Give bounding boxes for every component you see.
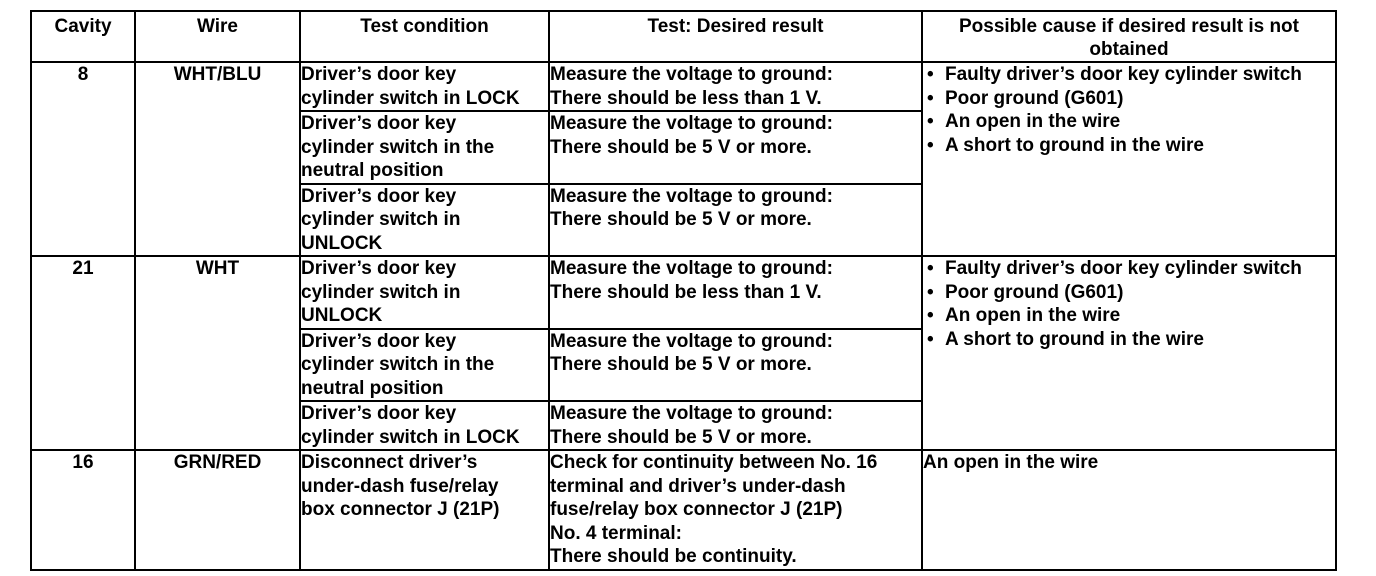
test-condition-cell bbox=[300, 184, 549, 257]
text-line: terminal and driver’s under-dash bbox=[550, 475, 846, 497]
text-line: neutral position bbox=[301, 160, 444, 181]
cause-item: • Faulty driver’s door key cylinder switch bbox=[923, 63, 1335, 87]
desired-result-cell bbox=[549, 329, 922, 402]
header-desired-result: Test: Desired result bbox=[549, 11, 922, 62]
header-cavity: Cavity bbox=[31, 11, 135, 62]
table-row bbox=[31, 256, 1336, 329]
text-line: Check for continuity between No. 16 bbox=[550, 452, 878, 473]
header-possible-cause: Possible cause if desired result is not obtained bbox=[922, 11, 1336, 62]
wire-cell: GRN/RED bbox=[135, 450, 300, 570]
text-line: fuse/relay box connector J (21P) bbox=[550, 499, 843, 520]
text-line: cylinder switch in the bbox=[301, 136, 495, 158]
text-line: Measure the voltage to ground: bbox=[550, 185, 833, 207]
test-condition-cell bbox=[300, 256, 549, 329]
test-condition-cell bbox=[300, 329, 549, 402]
text-line: Measure the voltage to ground: bbox=[550, 258, 833, 279]
text-line: Driver’s door key bbox=[301, 403, 457, 424]
test-specification-table bbox=[30, 10, 1337, 571]
desired-result-cell bbox=[549, 111, 922, 184]
cavity-cell: 16 bbox=[31, 450, 135, 570]
text-line: Disconnect driver’s bbox=[301, 452, 478, 473]
text-line: cylinder switch in LOCK bbox=[301, 426, 520, 448]
cause-item: • Poor ground (G601) bbox=[923, 87, 1335, 111]
text-line: Driver’s door key bbox=[301, 64, 457, 85]
text-line: There should be 5 V or more. bbox=[550, 136, 812, 158]
text-line: under-dash fuse/relay bbox=[301, 475, 499, 497]
desired-result-cell bbox=[549, 401, 922, 450]
desired-result-cell bbox=[549, 184, 922, 257]
text-line: Driver’s door key bbox=[301, 185, 457, 207]
text-line: cylinder switch in the bbox=[301, 354, 495, 375]
text-line: No. 4 terminal: bbox=[550, 522, 682, 544]
header-wire: Wire bbox=[135, 11, 300, 62]
cause-item: • Poor ground (G601) bbox=[923, 281, 1335, 305]
text-line: UNLOCK bbox=[301, 232, 383, 254]
text-line: Measure the voltage to ground: bbox=[550, 403, 833, 424]
text-line: There should be 5 V or more. bbox=[550, 426, 812, 448]
table-row bbox=[31, 62, 1336, 111]
text-line: Driver’s door key bbox=[301, 113, 457, 134]
table-row bbox=[31, 450, 1336, 570]
header-test-condition: Test condition bbox=[300, 11, 549, 62]
test-condition-cell bbox=[300, 450, 549, 570]
text-line: There should be less than 1 V. bbox=[550, 281, 822, 303]
text-line: neutral position bbox=[301, 377, 444, 399]
cause-item: • Faulty driver’s door key cylinder switch bbox=[923, 257, 1335, 281]
text-line: Driver’s door key bbox=[301, 330, 457, 352]
test-condition-cell bbox=[300, 62, 549, 111]
text-line: box connector J (21P) bbox=[301, 499, 500, 520]
text-line: UNLOCK bbox=[301, 305, 383, 326]
cavity-cell: 8 bbox=[31, 62, 135, 256]
text-line: There should be 5 V or more. bbox=[550, 354, 812, 375]
test-condition-cell bbox=[300, 111, 549, 184]
possible-cause-cell bbox=[922, 62, 1336, 256]
possible-cause-cell: An open in the wire bbox=[922, 450, 1336, 570]
cavity-cell: 21 bbox=[31, 256, 135, 450]
text-line: There should be less than 1 V. bbox=[550, 87, 822, 109]
cause-list bbox=[923, 257, 1335, 351]
cause-item: • A short to ground in the wire bbox=[923, 328, 1335, 352]
desired-result-cell bbox=[549, 256, 922, 329]
desired-result-cell bbox=[549, 62, 922, 111]
desired-result-cell bbox=[549, 450, 922, 570]
cause-item: • A short to ground in the wire bbox=[923, 134, 1335, 158]
wire-cell: WHT/BLU bbox=[135, 62, 300, 256]
cause-list bbox=[923, 63, 1335, 157]
text-line: Driver’s door key bbox=[301, 258, 457, 279]
cause-item: • An open in the wire bbox=[923, 304, 1335, 328]
possible-cause-cell bbox=[922, 256, 1336, 450]
header-row bbox=[31, 11, 1336, 62]
text-line: Measure the voltage to ground: bbox=[550, 64, 833, 85]
test-condition-cell bbox=[300, 401, 549, 450]
text-line: There should be continuity. bbox=[550, 546, 797, 567]
text-line: cylinder switch in bbox=[301, 209, 461, 230]
wire-cell: WHT bbox=[135, 256, 300, 450]
text-line: cylinder switch in LOCK bbox=[301, 87, 520, 109]
text-line: Measure the voltage to ground: bbox=[550, 113, 833, 134]
text-line: Measure the voltage to ground: bbox=[550, 330, 833, 352]
text-line: cylinder switch in bbox=[301, 281, 461, 303]
cause-item: • An open in the wire bbox=[923, 110, 1335, 134]
text-line: There should be 5 V or more. bbox=[550, 209, 812, 230]
